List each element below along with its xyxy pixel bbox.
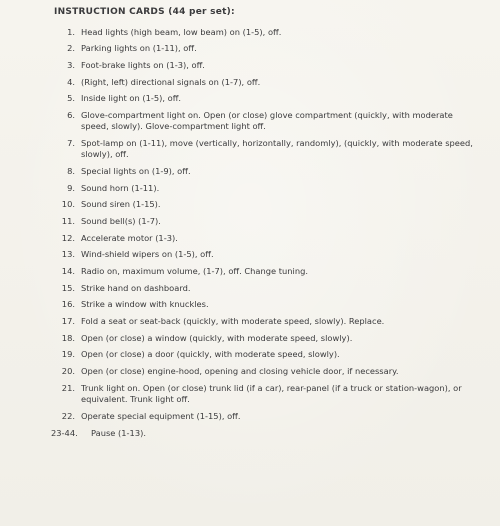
item-text: Foot-brake lights on (1-3), off. [81,59,205,70]
list-item [51,266,482,277]
list-item [51,383,482,406]
item-text: Special lights on (1-9), off. [81,165,191,176]
item-text: Glove-compartment light on. Open (or close) glove compartment (quickly, with moderate speed, slowly). Glove-compartment light off. [81,109,453,132]
item-text: Strike hand on dashboard. [81,282,191,293]
item-number: 13. [61,249,75,260]
item-number: 10. [61,199,75,210]
list-item [51,428,482,439]
list-item [51,249,482,260]
item-number: 6. [67,109,75,120]
list-item [51,216,482,227]
list-item [51,138,482,161]
item-text: Accelerate motor (1-3). [81,232,178,243]
item-text: Wind-shield wipers on (1-5), off. [81,249,214,260]
item-number: 2. [67,43,75,54]
list-item [51,183,482,194]
item-number: 12. [61,232,75,243]
list-item [51,349,482,360]
item-text: Open (or close) a door (quickly, with moderate speed, slowly). [81,349,340,360]
item-text: Sound siren (1-15). [81,199,161,210]
item-number: 23-44. [51,427,78,438]
item-text: Pause (1-13). [91,427,146,438]
item-number: 7. [67,137,75,148]
item-number: 16. [61,299,75,310]
list-item [51,233,482,244]
list-item [51,166,482,177]
item-text: Spot-lamp on (1-11), move (vertically, horizontally, randomly), (quickly, with moderate speed, slowly), off. [81,137,473,160]
instruction-list [51,27,482,439]
list-item [51,411,482,422]
item-text: Sound horn (1-11). [81,182,160,193]
item-number: 18. [61,332,75,343]
list-item [51,366,482,377]
list-item [51,316,482,327]
list-item [51,43,482,54]
list-item [51,199,482,210]
list-item [51,77,482,88]
item-number: 9. [67,182,75,193]
item-number: 8. [67,165,75,176]
item-text: Head lights (high beam, low beam) on (1-5), off. [81,26,282,37]
list-item [51,299,482,310]
item-number: 17. [61,316,75,327]
document-title: INSTRUCTION CARDS (44 per set): [54,7,235,17]
item-number: 22. [61,410,75,421]
item-number: 14. [61,266,75,277]
item-number: 11. [61,215,75,226]
item-text: Sound bell(s) (1-7). [81,215,161,226]
item-number: 5. [67,93,75,104]
item-text: (Right, left) directional signals on (1-7), off. [81,76,261,87]
item-number: 19. [61,349,75,360]
item-number: 1. [67,26,75,37]
item-number: 20. [61,366,75,377]
item-text: Inside light on (1-5), off. [81,93,182,104]
list-item [51,110,482,133]
item-text: Open (or close) engine-hood, opening and closing vehicle door, if necessary. [81,366,399,377]
item-number: 3. [67,59,75,70]
list-item [51,333,482,344]
list-item [51,93,482,104]
item-text: Operate special equipment (1-15), off. [81,410,241,421]
item-text: Open (or close) a window (quickly, with moderate speed, slowly). [81,332,353,343]
list-item [51,27,482,38]
item-text: Radio on, maximum volume, (1-7), off. Change tuning. [81,266,309,277]
list-item [51,60,482,71]
item-text: Strike a window with knuckles. [81,299,209,310]
item-text: Trunk light on. Open (or close) trunk lid (if a car), rear-panel (if a truck or station-wagon), or equivalent. Trunk light off. [81,382,462,405]
item-number: 15. [61,282,75,293]
item-text: Fold a seat or seat-back (quickly, with moderate speed, slowly). Replace. [81,316,385,327]
list-item [51,283,482,294]
item-number: 21. [61,382,75,393]
item-text: Parking lights on (1-11), off. [81,43,197,54]
item-number: 4. [67,76,75,87]
